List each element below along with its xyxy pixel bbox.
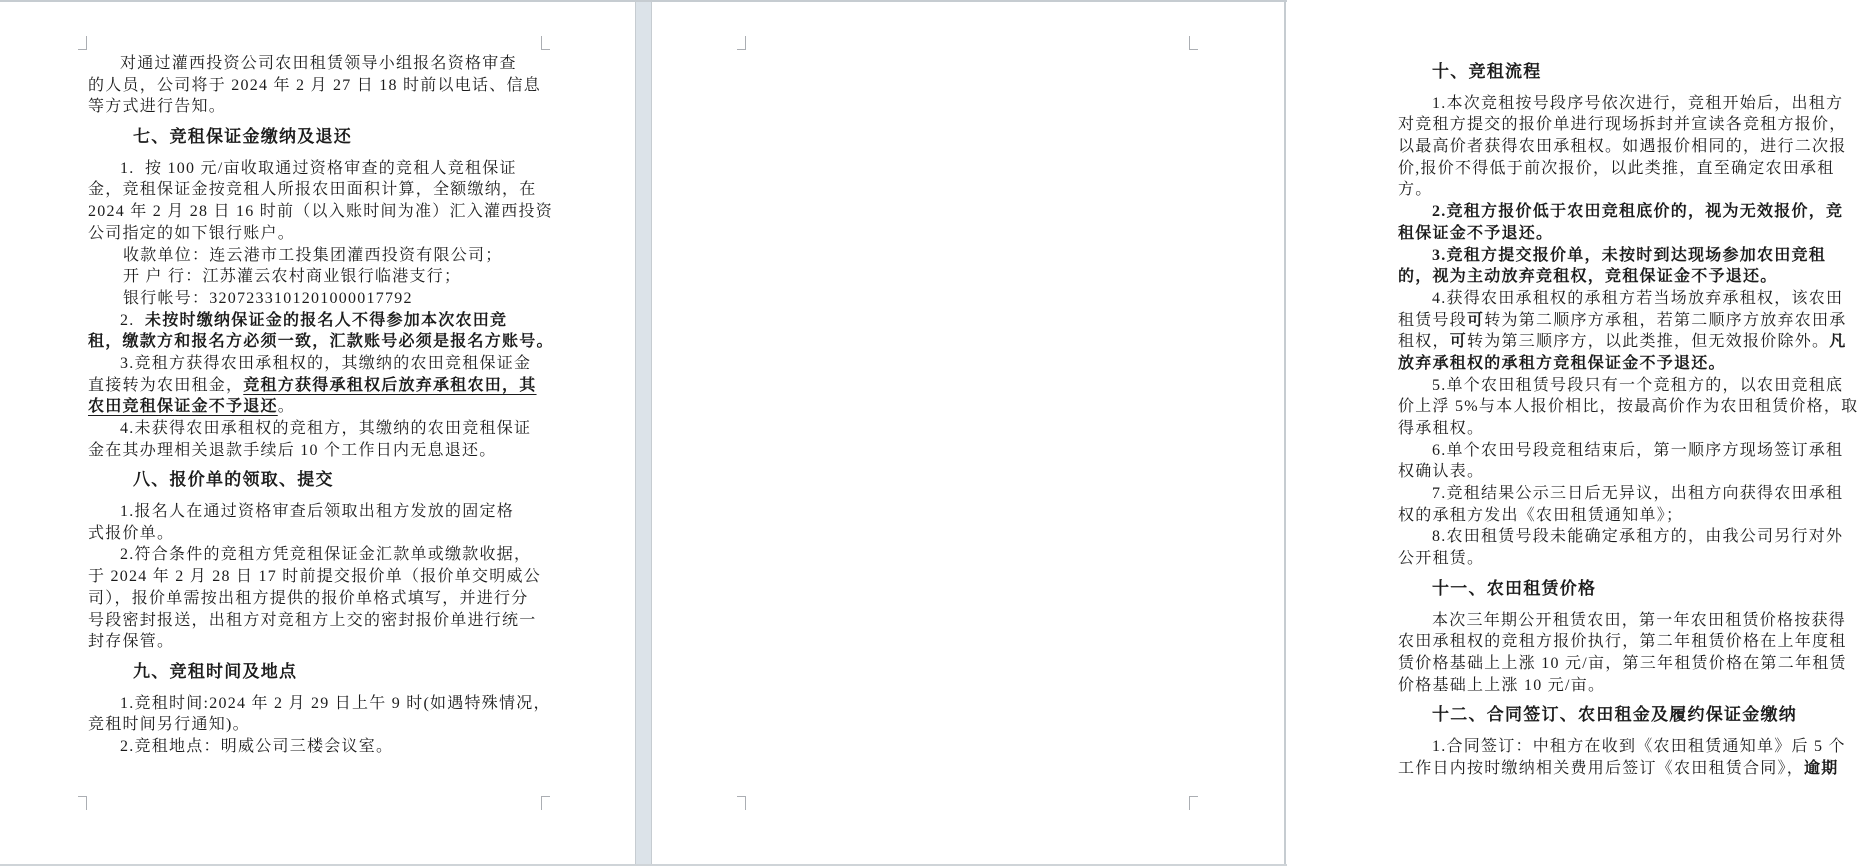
text-run: 本次三年期公开租赁农田，第一年农田租赁价格按获得: [1432, 611, 1847, 629]
text-line: [1398, 440, 1850, 462]
text-run: 权的承租方发出《农田租赁通知单》；: [1398, 506, 1684, 524]
text-run: 1. 按 100 元/亩收取通过资格审查的竞租人竞租保证: [120, 159, 517, 177]
text-run: 1.报名人在通过资格审查后领取出租方发放的固定格: [120, 503, 515, 521]
text-line: [1398, 610, 1850, 632]
text-run: 2.: [120, 311, 145, 329]
text-run: 租赁号段: [1398, 311, 1468, 329]
text-line: [88, 736, 548, 758]
margin-crop-mark: [541, 36, 550, 50]
heading-line: [1398, 704, 1850, 726]
text-line: [88, 396, 548, 418]
text-line: [1398, 505, 1850, 527]
text-run: 十二、合同签订、农田租金及履约保证金缴纳: [1432, 705, 1797, 725]
text-run: 式报价单。: [88, 524, 175, 542]
text-run: 1.竞租时间:2024 年 2 月 29 日上午 9 时(如遇特殊情况，: [120, 694, 551, 712]
text-run: 以最高价者获得农田承租权。如遇报价相同的，进行二次报: [1398, 138, 1847, 156]
text-line: [88, 310, 548, 332]
text-line: [88, 610, 548, 632]
text-run: 的，视为主动放弃竞租权，竞租保证金不予退还。: [1398, 268, 1778, 286]
text-line: [1398, 179, 1850, 201]
page-top-edge: [0, 0, 1287, 2]
text-run: 放弃承租权的承租方竞租保证金不予退还。: [1398, 354, 1726, 372]
text-run: 7.竞租结果公示三日后无异议，出租方向获得农田承租: [1432, 485, 1844, 503]
heading-line: [1398, 61, 1850, 83]
text-line: [88, 523, 548, 545]
text-line: [1398, 483, 1850, 505]
margin-crop-mark: [78, 796, 87, 810]
text-line: [1398, 245, 1850, 267]
text-run: 于 2024 年 2 月 28 日 17 时前提交报价单（报价单交明威公: [88, 568, 542, 586]
text-run: 收款单位：连云港市工投集团灌西投资有限公司；: [123, 246, 503, 264]
text-line: [88, 223, 548, 245]
text-run: 十一、农田租赁价格: [1432, 578, 1597, 598]
text-run: 赁价格基础上上涨 10 元/亩，第三年租赁价格在第二年租赁: [1398, 654, 1847, 672]
text-run: 竞租时间另行通知)。: [88, 716, 250, 734]
text-line: [1398, 136, 1850, 158]
text-line: [1398, 266, 1850, 288]
text-line: [1398, 631, 1850, 653]
page-left-text: [88, 53, 554, 758]
text-line: [88, 331, 554, 353]
text-line: [1398, 114, 1850, 136]
text-run: 4.获得农田承租权的承租方若当场放弃承租权，该农田: [1432, 289, 1844, 307]
page-right-text: [1398, 53, 1858, 779]
text-line: [1398, 223, 1850, 245]
margin-crop-mark: [1189, 36, 1198, 50]
text-line: [88, 631, 548, 653]
text-run: 。: [277, 398, 296, 416]
text-line: [1398, 375, 1850, 397]
text-line: [1398, 310, 1850, 332]
text-line: [1398, 93, 1850, 115]
text-run: 方。: [1398, 181, 1433, 199]
heading-line: [1398, 578, 1850, 600]
margin-crop-mark: [78, 36, 87, 50]
page-gap: [635, 0, 652, 866]
text-line: [88, 588, 548, 610]
text-run: 农田竞租保证金不予退还: [88, 398, 278, 416]
text-line: [88, 53, 548, 75]
text-line: [88, 375, 548, 397]
text-run: 1.本次竞租按号段序号依次进行，竞租开始后，出租方: [1432, 94, 1844, 112]
text-run: 转为第三顺序方，以此类推，但无效报价除外。: [1467, 333, 1830, 351]
text-line: [88, 75, 548, 97]
text-run: 号段密封报送，出租方对竞租方上交的密封报价单进行统一: [88, 611, 537, 629]
text-line: [1398, 461, 1850, 483]
text-line: [1398, 653, 1850, 675]
text-run: 租保证金不予退还。: [1398, 224, 1554, 242]
text-line: [1398, 418, 1850, 440]
text-run: 封存保管。: [88, 633, 175, 651]
margin-crop-mark: [737, 796, 746, 810]
text-run: 4.未获得农田承租权的竞租方，其缴纳的农田竞租保证: [120, 420, 532, 437]
text-run: 租权，: [1398, 333, 1450, 351]
text-run: 直接转为农田租金，: [88, 376, 244, 394]
text-line: [88, 266, 548, 288]
heading-line: [88, 126, 548, 148]
text-run: 可: [1467, 311, 1485, 329]
text-line: [88, 440, 548, 462]
text-run: 公司指定的如下银行账户。: [88, 224, 296, 242]
text-run: 凡: [1829, 333, 1847, 351]
text-run: 转为第二顺序方承租，若第二顺序方放弃农田承: [1484, 311, 1847, 329]
text-line: [88, 418, 548, 440]
text-run: 价上浮 5%与本人报价相比，按最高价作为农田租赁价格，取: [1398, 398, 1858, 416]
text-run: 竞租方获得承租权后放弃承租农田，其: [243, 376, 537, 394]
text-run: 八、报价单的领取、提交: [133, 470, 334, 490]
document-page-right[interactable]: [652, 0, 1858, 866]
text-run: 价格基础上上涨 10 元/亩。: [1398, 676, 1606, 694]
heading-line: [88, 661, 548, 683]
text-line: [1398, 396, 1858, 418]
document-page-left[interactable]: [0, 0, 635, 866]
text-run: 2.符合条件的竞租方凭竞租保证金汇款单或缴款收据，: [120, 546, 532, 564]
text-line: [1398, 736, 1850, 758]
text-run: 1.合同签订：中租方在收到《农田租赁通知单》后 5 个: [1432, 737, 1846, 755]
text-run: 对通过灌西投资公司农田租赁领导小组报名资格审查: [120, 55, 517, 72]
text-line: [88, 693, 551, 715]
text-run: 银行帐号：3207233101201000017792: [123, 289, 413, 307]
text-run: 6.单个农田号段竞租结束后，第一顺序方现场签订承租: [1432, 441, 1844, 459]
text-run: 2024 年 2 月 28 日 16 时前（以入账时间为准）汇入灌西投资: [88, 203, 554, 221]
text-run: 可: [1449, 333, 1468, 351]
text-run: 未按时缴纳保证金的报名人不得参加本次农田竞: [145, 311, 508, 329]
text-line: [88, 501, 548, 523]
margin-crop-mark: [541, 796, 550, 810]
text-line: [88, 566, 548, 588]
text-run: 九、竞租时间及地点: [133, 661, 298, 681]
text-run: 开 户 行：江苏灌云农村商业银行临港支行；: [123, 268, 462, 286]
text-line: [88, 179, 548, 201]
text-run: 5.单个农田租赁号段只有一个竞租方的，以农田竞租底: [1432, 376, 1844, 394]
text-line: [1398, 288, 1850, 310]
text-run: 8.农田租赁号段未能确定承租方的，由我公司另行对外: [1432, 528, 1844, 546]
text-run: 七、竞租保证金缴纳及退还: [133, 127, 352, 147]
text-run: 司），报价单需按出租方提供的报价单格式填写，并进行分: [88, 589, 529, 607]
text-line: [88, 245, 548, 267]
text-line: [1398, 675, 1850, 697]
text-run: 对竞租方提交的报价单进行现场拆封并宣读各竞租方报价，: [1398, 116, 1847, 134]
text-run: 3.竞租方提交报价单，未按时到达现场参加农田竞租: [1432, 246, 1827, 264]
text-line: [1398, 353, 1850, 375]
text-run: 金在其办理相关退款手续后 10 个工作日内无息退还。: [88, 441, 497, 459]
text-run: 十、竞租流程: [1432, 62, 1542, 81]
text-run: 价,报价不得低于前次报价，以此类推，直至确定农田承租: [1398, 159, 1835, 177]
text-line: [88, 714, 548, 736]
text-run: 权确认表。: [1398, 463, 1485, 481]
text-line: [88, 158, 548, 180]
text-run: 得承租权。: [1398, 420, 1485, 437]
text-run: 2.竞租方报价低于农田竞租底价的，视为无效报价，竞: [1432, 203, 1844, 221]
text-run: 3.竞租方获得农田承租权的，其缴纳的农田竞租保证金: [120, 354, 532, 372]
heading-line: [88, 469, 548, 491]
text-line: [1398, 526, 1850, 548]
text-run: 2.竞租地点：明威公司三楼会议室。: [120, 737, 394, 755]
text-run: 的人员，公司将于 2024 年 2 月 27 日 18 时前以电话、信息: [88, 76, 542, 94]
text-line: [88, 353, 548, 375]
text-line: [88, 288, 548, 310]
text-run: 公开租赁。: [1398, 550, 1485, 568]
text-line: [1398, 201, 1850, 223]
text-line: [1398, 758, 1850, 780]
margin-crop-mark: [737, 36, 746, 50]
text-run: 等方式进行告知。: [88, 98, 227, 116]
text-run: 金，竞租保证金按竞租人所报农田面积计算，全额缴纳，在: [88, 181, 537, 199]
text-run: 逾期: [1804, 759, 1839, 777]
text-line: [1398, 331, 1850, 353]
text-run: 租，缴款方和报名方必须一致，汇款账号必须是报名方账号。: [88, 333, 554, 351]
margin-crop-mark: [1189, 796, 1198, 810]
text-run: 农田承租权的竞租方报价执行，第二年租赁价格在上年度租: [1398, 633, 1847, 651]
text-line: [88, 544, 548, 566]
text-line: [1398, 158, 1850, 180]
text-line: [88, 96, 548, 118]
text-run: 工作日内按时缴纳相关费用后签订《农田租赁合同》，: [1398, 759, 1805, 777]
page-right-edge: [1284, 0, 1286, 866]
text-line: [1398, 548, 1850, 570]
text-line: [88, 201, 554, 223]
